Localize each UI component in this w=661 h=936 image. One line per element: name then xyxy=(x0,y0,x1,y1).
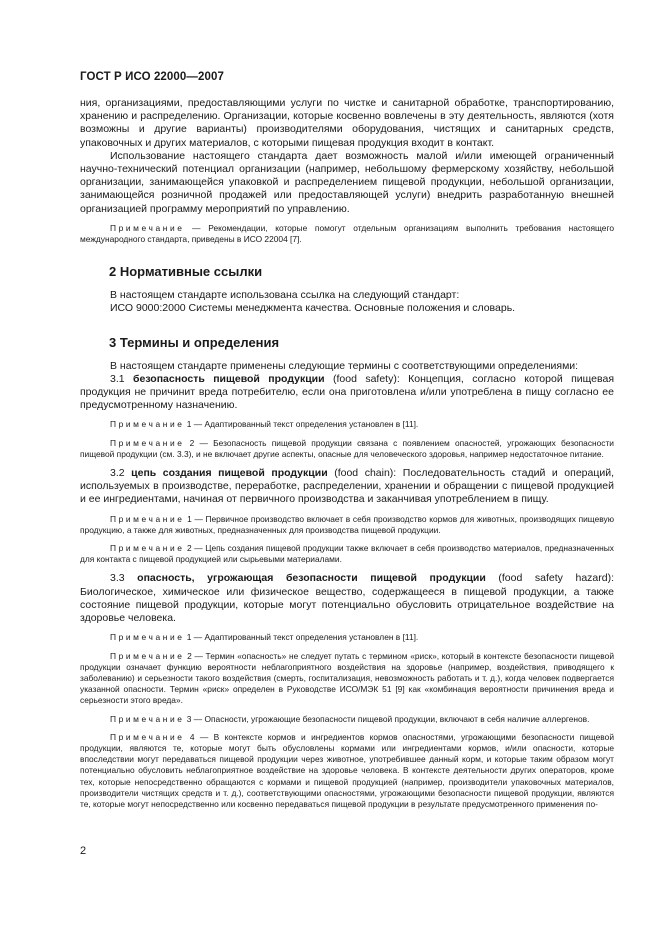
note-3-3-2 xyxy=(80,651,614,707)
note-text: — Рекомендации, которые помогут отдельным организациям выполнить требования настоящего международного стандарта, приведены в ИСО 22004 [7]. xyxy=(80,222,614,245)
note-label: Примечание xyxy=(110,419,185,430)
term-number: 3.3 xyxy=(110,572,138,585)
note-text: 4 — В контексте кормов и ингредиентов кормов опасностями, угрожающими безопасности пищевой продукции, являются те, которые могут быть обусловлены кормами или ингредиентами кормов, и/или опасности, которые впоследствии могут передаваться пищевой продукции через животное, употребившее данный корм, и которые таким образом могут потенциально обусловить неблагоприятное воздействие на здоровье человека. В контексте деятельности других операторов, кроме тех, которые непосредственно обращаются с кормами и пищевой продукцией (например, производители упаковочных материалов, производители чистящих средств и т. д.), соответствующими опасностями, угрожающими безопасности пищевой продукции, являются те, которые могут непосредственно или косвенно передаваться пищевой продукции в результате предусмотренного применения по- xyxy=(80,731,614,809)
note-label: Примечание xyxy=(110,543,185,554)
term-number: 3.2 xyxy=(110,467,132,480)
term-name: цепь создания пищевой продукции xyxy=(131,467,328,480)
note-text: 2 — Цепь создания пищевой продукции также включает в себя производство материалов, предназначенных для контакта с пищевой продукцией или сырьевыми материалами. xyxy=(80,543,614,565)
section-3-intro: В настоящем стандарте применены следующие термины с соответствующими определениями: xyxy=(110,359,579,372)
document-header: ГОСТ Р ИСО 22000—2007 xyxy=(80,71,225,83)
note-text: 2 — Термин «опасность» не следует путать с термином «риск», который в контексте безопасности пищевой продукции означает функцию вероятности неблагоприятного воздействия на здоровье (например, воздействия, приводящего к заболеванию) и серьезности такого воздействия (смерть, госпитализация, невозможность работать и т. д.), когда человек подвергается указанной опасности. Термин «риск» определен в Руководстве ИСО/МЭК 51 [9] как «комбинация вероятности причинения вреда и серьезности этого вреда». xyxy=(80,650,614,706)
page-number: 2 xyxy=(80,845,87,857)
term-3-2 xyxy=(80,467,614,507)
note-3-1-2 xyxy=(80,438,614,460)
term-definition: (food chain): Последовательность стадий и операций, используемых в производстве, переработке, распределении, хранении и обращении с пищевой продукцией и ее ингредиентами, начиная от первичного производства и заканчивая употреблением в пищу. xyxy=(80,467,615,506)
term-3-3 xyxy=(80,572,614,625)
term-name: безопасность пищевой продукции xyxy=(133,372,325,385)
note-label: Примечание xyxy=(110,437,185,448)
note-text: 2 — Безопасность пищевой продукции связана с появлением опасностей, угрожающих безопасности пищевой продукции (см. 3.3), и не включает другие аспекты, опасные для человеческого здоровья, например недостаточное питание. xyxy=(80,437,614,459)
note-label: Примечание xyxy=(110,632,185,643)
section-2-line-2: ИСО 9000:2000 Системы менеджмента качества. Основные положения и словарь. xyxy=(110,302,516,315)
note-label: Примечание xyxy=(110,713,185,724)
note-label: Примечание xyxy=(110,222,185,233)
term-3-1 xyxy=(80,373,614,413)
intro-paragraph-2: Использование настоящего стандарта дает возможность малой и/или имеющей ограниченный научно-технический потенциал организации (например, небольшому фермерскому хозяйству, небольшой организации, занимающейся упаковкой и распределением пищевой продукции, небольшой организации, занимающейся розничной продажей или предоставляющей услуги) внедрить разработанную внешней организацией программу мероприятий по управлению. xyxy=(80,149,614,215)
note-3-2-2 xyxy=(80,543,614,565)
note-3-3-1 xyxy=(80,632,614,643)
note-3-3-3 xyxy=(80,714,614,725)
term-number: 3.1 xyxy=(110,372,134,385)
note-label: Примечание xyxy=(110,731,185,742)
term-definition: (food safety): Концепция, согласно которой пищевая продукция не причинит вреда потребителю, если она приготовлена и/или употреблена в пищу согласно ее предусмотренному назначению. xyxy=(80,372,615,412)
term-definition: (food safety hazard): Биологическое, химическое или физическое вещество, содержащееся в пищевой продукции, а также состояние пищевой продукции, которые могут потенциально обусловить отрицательное воздействие на здоровье человека. xyxy=(80,572,614,625)
note-label: Примечание xyxy=(110,513,185,524)
intro-note xyxy=(80,223,614,245)
note-3-2-1 xyxy=(80,514,614,536)
note-text: 3 — Опасности, угрожающие безопасности пищевой продукции, включают в себя наличие аллергенов. xyxy=(184,713,590,724)
note-label: Примечание xyxy=(110,650,185,661)
note-text: 1 — Адаптированный текст определения установлен в [11]. xyxy=(184,419,419,430)
note-3-3-4 xyxy=(80,732,614,810)
section-3-heading: 3 Термины и определения xyxy=(109,334,280,350)
note-text: 1 — Первичное производство включает в себя производство кормов для животных, производящих пищевую продукцию, а также для животных, предназначенных для производства пищевой продукции. xyxy=(80,513,614,535)
note-3-1-1 xyxy=(80,419,614,430)
page-body xyxy=(80,97,614,810)
section-2-heading: 2 Нормативные ссылки xyxy=(109,264,263,280)
note-text: 1 — Адаптированный текст определения установлен в [11]. xyxy=(184,632,419,643)
section-2-line-1: В настоящем стандарте использована ссылка на следующий стандарт: xyxy=(110,289,460,302)
intro-paragraph-1: ния, организациями, предоставляющими услуги по чистке и санитарной обработке, транспортированию, хранению и распределению. Организации, которые косвенно вовлечены в эту деятельность, являются (хотя возможны и другие варианты) производителями оборудования, чистящих и санитарных средств, упаковочных и других материалов, с которыми пищевая продукция входит в контакт. xyxy=(80,97,614,149)
term-name: опасность, угрожающая безопасности пищевой продукции xyxy=(137,572,486,585)
